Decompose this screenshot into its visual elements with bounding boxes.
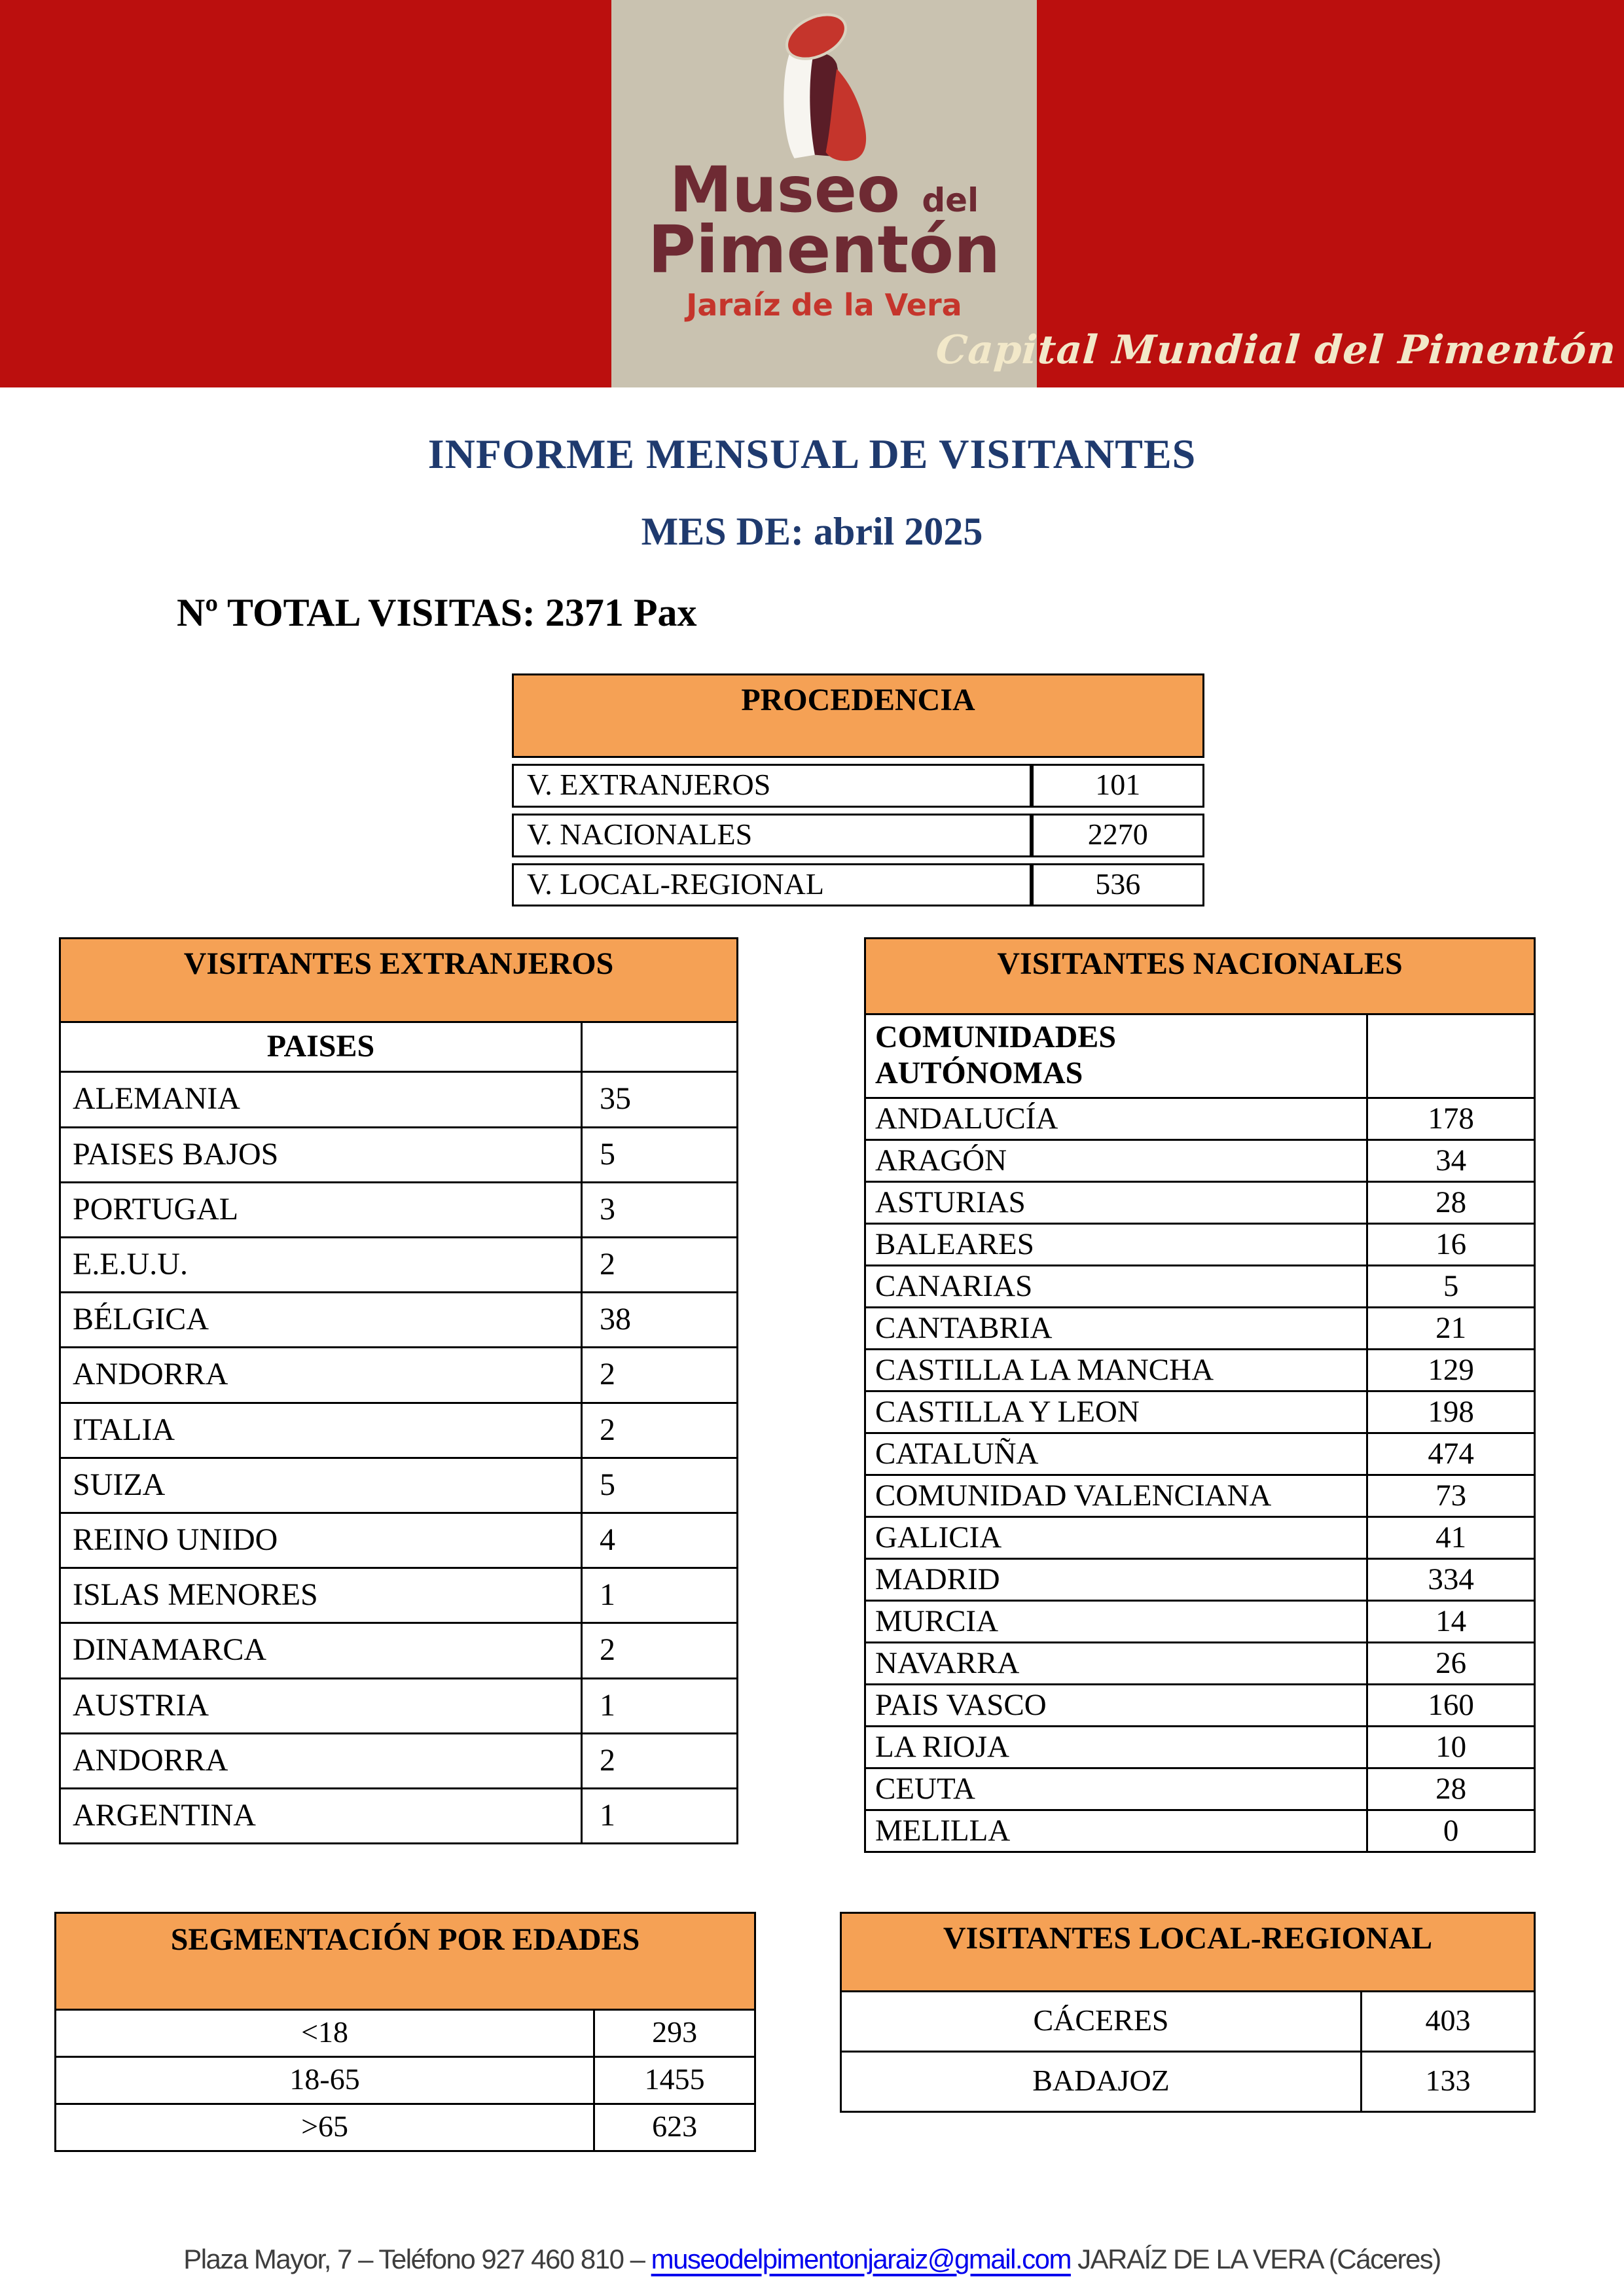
table-row [865,1265,1535,1307]
row-label: ARAGÓN [865,1139,1367,1181]
row-value: 293 [594,2010,755,2057]
logo-title-main: Museo [669,153,900,226]
table-row [865,1433,1535,1475]
row-label: CÁCERES [841,1992,1362,2052]
empty-cell [1367,1014,1535,1098]
row-value: 5 [581,1458,737,1513]
local-regional-title: VISITANTES LOCAL-REGIONAL [841,1913,1535,1992]
row-label: CANTABRIA [865,1307,1367,1349]
nacionales-subheader [865,1014,1367,1098]
row-label: ANDALUCÍA [865,1098,1367,1139]
table-row [60,1513,738,1568]
table-row [60,1348,738,1403]
table-row [60,1733,738,1788]
table-row [865,1643,1535,1685]
table-header-row [60,939,738,1022]
row-label: ASTURIAS [865,1181,1367,1223]
table-row [60,1458,738,1513]
table-subheader-row [60,1022,738,1072]
row-value: 5 [1367,1265,1535,1307]
procedencia-title: PROCEDENCIA [512,673,1204,758]
table-header-row [56,1913,755,2010]
row-label: CEUTA [865,1768,1367,1810]
table-row [865,1810,1535,1852]
row-label: MELILLA [865,1810,1367,1852]
row-label: CATALUÑA [865,1433,1367,1475]
table-row [865,1475,1535,1517]
row-value: 133 [1362,2052,1535,2112]
row-label: PORTUGAL [60,1182,582,1237]
row-value: 1 [581,1678,737,1733]
row-label: 18-65 [56,2057,594,2104]
segmentacion-edades-table [54,1912,756,2151]
row-value: 403 [1362,1992,1535,2052]
table-row [865,1601,1535,1643]
extranjeros-title: VISITANTES EXTRANJEROS [60,939,738,1022]
table-row [60,1568,738,1623]
row-label: ANDORRA [60,1733,582,1788]
table-row [60,1623,738,1678]
row-label: DINAMARCA [60,1623,582,1678]
table-row [60,1293,738,1348]
table-row [512,764,1204,808]
row-value: 38 [581,1293,737,1348]
logo-subtitle: Jaraíz de la Vera [686,287,962,323]
row-value: 2 [581,1733,737,1788]
pepper-logo-graphic [751,4,898,161]
bottom-columns [54,1912,1624,2151]
table-row [841,1992,1535,2052]
page-title: INFORME MENSUAL DE VISITANTES [427,431,1197,477]
footer [0,2244,1624,2275]
row-value: 536 [1032,863,1205,907]
visitantes-local-regional-table [840,1912,1536,2113]
row-value: 5 [581,1127,737,1182]
row-value: 21 [1367,1307,1535,1349]
row-value: 28 [1367,1768,1535,1810]
row-label: COMUNIDAD VALENCIANA [865,1475,1367,1517]
row-value: 178 [1367,1098,1535,1139]
table-row [865,1139,1535,1181]
subheader-line2: AUTÓNOMAS [875,1056,1083,1091]
row-label: BÉLGICA [60,1293,582,1348]
table-row [56,2057,755,2104]
row-label: BALEARES [865,1223,1367,1265]
row-label: V. LOCAL-REGIONAL [512,863,1032,907]
row-value: 2 [581,1238,737,1293]
subheader-line1: COMUNIDADES [875,1020,1117,1055]
row-label: MURCIA [865,1601,1367,1643]
row-label: V. EXTRANJEROS [512,764,1032,808]
row-label: V. NACIONALES [512,814,1032,857]
table-header-row [841,1913,1535,1992]
row-label: SUIZA [60,1458,582,1513]
row-label: >65 [56,2104,594,2151]
table-row [865,1349,1535,1391]
table-row [512,814,1204,857]
row-value: 35 [581,1072,737,1127]
row-label: REINO UNIDO [60,1513,582,1568]
row-label: LA RIOJA [865,1727,1367,1768]
logo-title [669,153,979,226]
table-row [56,2010,755,2057]
row-value: 2270 [1032,814,1205,857]
table-row [60,1238,738,1293]
row-label: E.E.U.U. [60,1238,582,1293]
table-header-row [865,939,1535,1014]
row-value: 73 [1367,1475,1535,1517]
row-value: 129 [1367,1349,1535,1391]
row-label: AUSTRIA [60,1678,582,1733]
row-label: <18 [56,2010,594,2057]
row-label: ANDORRA [60,1348,582,1403]
row-label: ISLAS MENORES [60,1568,582,1623]
row-value: 28 [1367,1181,1535,1223]
row-label: PAISES BAJOS [60,1127,582,1182]
row-value: 2 [581,1623,737,1678]
table-row [865,1181,1535,1223]
row-value: 1455 [594,2057,755,2104]
table-row [865,1391,1535,1433]
row-value: 4 [581,1513,737,1568]
row-value: 16 [1367,1223,1535,1265]
row-label: MADRID [865,1559,1367,1601]
row-label: ITALIA [60,1403,582,1458]
header-tagline: Capital Mundial del Pimentón [934,327,1618,373]
table-row [865,1727,1535,1768]
logo-title-sub: Pimentón [647,211,1001,289]
table-row [865,1307,1535,1349]
row-value: 160 [1367,1685,1535,1727]
row-label: CASTILLA LA MANCHA [865,1349,1367,1391]
table-subheader-row [865,1014,1535,1098]
procedencia-table [512,668,1204,912]
table-row [60,1678,738,1733]
row-value: 1 [581,1568,737,1623]
table-row [60,1788,738,1843]
table-row [865,1223,1535,1265]
table-header-row [512,673,1204,758]
total-visits-line: Nº TOTAL VISITAS: 2371 Pax [177,591,697,634]
visitantes-extranjeros-table [59,937,738,1844]
middle-columns [59,937,1624,1853]
row-label: CANARIAS [865,1265,1367,1307]
table-row [60,1127,738,1182]
row-value: 26 [1367,1643,1535,1685]
table-row [60,1072,738,1127]
row-value: 474 [1367,1433,1535,1475]
extranjeros-subheader: PAISES [60,1022,582,1072]
row-label: CASTILLA Y LEON [865,1391,1367,1433]
nacionales-title: VISITANTES NACIONALES [865,939,1535,1014]
empty-cell [581,1022,737,1072]
footer-locality: JARAÍZ DE LA VERA (Cáceres) [1077,2243,1441,2274]
row-value: 3 [581,1182,737,1237]
row-value: 1 [581,1788,737,1843]
row-label: PAIS VASCO [865,1685,1367,1727]
row-value: 41 [1367,1517,1535,1559]
row-value: 2 [581,1403,737,1458]
row-value: 10 [1367,1727,1535,1768]
row-value: 2 [581,1348,737,1403]
row-label: GALICIA [865,1517,1367,1559]
row-value: 14 [1367,1601,1535,1643]
table-row [865,1768,1535,1810]
row-label: ARGENTINA [60,1788,582,1843]
email-link[interactable]: museodelpimentonjaraiz@gmail.com [651,2243,1071,2274]
header-band [0,0,1624,387]
table-row [865,1685,1535,1727]
row-value: 0 [1367,1810,1535,1852]
month-subtitle: MES DE: abril 2025 [641,510,983,553]
table-row [865,1517,1535,1559]
visitantes-nacionales-table [864,937,1536,1853]
row-label: ALEMANIA [60,1072,582,1127]
row-value: 623 [594,2104,755,2151]
logo-title-del: del [922,181,979,219]
row-value: 334 [1367,1559,1535,1601]
table-row [60,1403,738,1458]
table-row [865,1559,1535,1601]
row-value: 34 [1367,1139,1535,1181]
row-value: 198 [1367,1391,1535,1433]
row-label: NAVARRA [865,1643,1367,1685]
row-label: BADAJOZ [841,2052,1362,2112]
table-row [841,2052,1535,2112]
row-value: 101 [1032,764,1205,808]
table-row [865,1098,1535,1139]
table-row [56,2104,755,2151]
footer-address-phone: Plaza Mayor, 7 – Teléfono 927 460 810 – [183,2243,645,2274]
edades-title: SEGMENTACIÓN POR EDADES [56,1913,755,2010]
table-row [512,863,1204,907]
table-row [60,1182,738,1237]
